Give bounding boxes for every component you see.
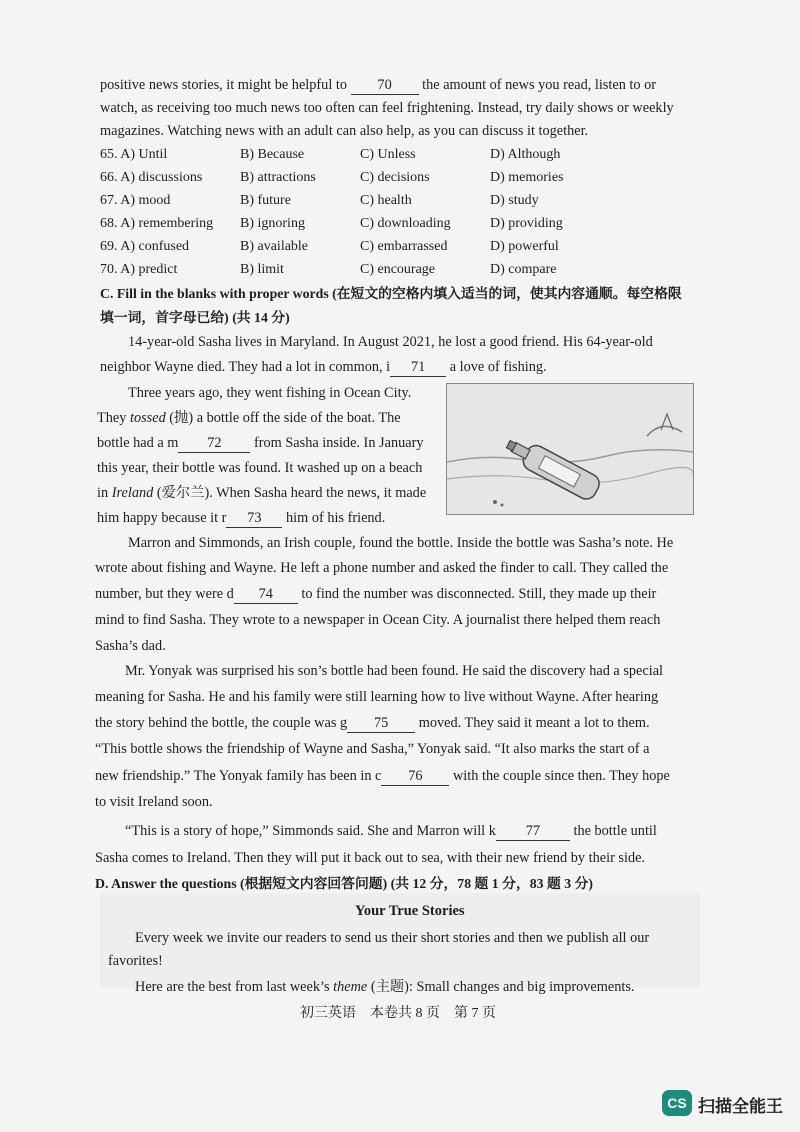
story-line: favorites! — [108, 953, 163, 969]
story-title: Your True Stories — [355, 903, 465, 919]
italic-word: tossed — [129, 410, 166, 426]
option-68-b: B) ignoring — [240, 216, 305, 231]
text: positive news stories, it might be helpful to — [100, 77, 347, 93]
section-c-title: C. Fill in the blanks with proper words (在短文的空格内填入适当的词，使其内容通顺。每空格限 — [100, 286, 682, 301]
option-70-d: D) compare — [490, 262, 557, 277]
text: bottle had a m — [97, 435, 179, 451]
story-line — [135, 978, 634, 996]
text: him happy because it r — [97, 510, 227, 526]
text: Here are the best from last week’s — [135, 979, 330, 995]
option-67-d: D) study — [490, 193, 539, 208]
passage-line: mind to find Sasha. They wrote to a newspaper in Ocean City. A journalist there helped them reach — [95, 612, 661, 628]
bottle-illustration — [446, 383, 694, 515]
option-68-a: 68. A) remembering — [100, 216, 214, 231]
section-d-title: D. Answer the questions (根据短文内容回答问题) (共 12 分，78 题 1 分，83 题 3 分) — [95, 876, 593, 891]
text: in — [97, 485, 109, 501]
passage-line — [95, 585, 656, 604]
blank-76: 76 — [381, 767, 449, 786]
story-line: Every week we invite our readers to send us their short stories and then we publish all our — [135, 930, 650, 946]
option-65-d: D) Although — [490, 147, 561, 162]
passage-line — [95, 767, 670, 786]
passage-line: “This bottle shows the friendship of Wayne and Sasha,” Yonyak said. “It also marks the start of a — [95, 741, 650, 757]
section-c-title-cont: 填一词，首字母已给) (共 14 分) — [100, 310, 290, 325]
text: the story behind the bottle, the couple was g — [95, 715, 348, 731]
option-70-a: 70. A) predict — [100, 262, 178, 277]
text: a love of fishing. — [449, 359, 547, 375]
passage-line — [100, 358, 547, 377]
passage-line: meaning for Sasha. He and his family were still learning how to live without Wayne. After hearing — [95, 689, 659, 705]
option-66-c: C) decisions — [360, 170, 430, 185]
text: neighbor Wayne died. They had a lot in common, i — [100, 359, 391, 375]
text: from Sasha inside. In January — [253, 435, 424, 451]
passage-line: Three years ago, they went fishing in Ocean City. — [128, 385, 412, 401]
paragraph-line — [100, 76, 656, 95]
passage-line: to visit Ireland soon. — [95, 794, 213, 810]
option-66-b: B) attractions — [240, 170, 316, 185]
text: “This is a story of hope,” Simmonds said. She and Marron will k — [125, 823, 496, 839]
passage-line: Sasha comes to Ireland. Then they will put it back out to sea, with their new friend by their side. — [95, 850, 646, 866]
text: They — [97, 410, 127, 426]
page-footer: 初三英语 本卷共 8 页 第 7 页 — [300, 1006, 496, 1021]
option-65-c: C) Unless — [360, 147, 416, 162]
passage-line: Marron and Simmonds, an Irish couple, found the bottle. Inside the bottle was Sasha’s note. He — [128, 535, 674, 551]
passage-line — [95, 714, 650, 733]
option-69-a: 69. A) confused — [100, 239, 190, 254]
passage-line — [125, 822, 657, 841]
option-70-c: C) encourage — [360, 262, 436, 277]
camscanner-logo-icon: CS — [662, 1090, 692, 1116]
blank-74: 74 — [234, 585, 298, 604]
option-69-b: B) available — [240, 239, 309, 254]
option-68-d: D) providing — [490, 216, 563, 231]
passage-line: Sasha’s dad. — [95, 638, 166, 654]
option-68-c: C) downloading — [360, 216, 451, 231]
blank-75: 75 — [347, 714, 415, 733]
passage-line: Mr. Yonyak was surprised his son’s bottle had been found. He said the discovery had a special — [125, 663, 664, 679]
bottle-on-beach-icon — [447, 384, 693, 514]
option-66-a: 66. A) discussions — [100, 170, 203, 185]
blank-71: 71 — [390, 358, 446, 377]
passage-line: 14-year-old Sasha lives in Maryland. In August 2021, he lost a good friend. His 64-year-old — [128, 334, 653, 350]
option-67-a: 67. A) mood — [100, 193, 171, 208]
option-65-a: 65. A) Until — [100, 147, 168, 162]
option-66-d: D) memories — [490, 170, 564, 185]
passage-line — [97, 484, 426, 502]
text: (抛) a bottle off the side of the boat. The — [169, 410, 401, 426]
passage-line — [97, 409, 401, 427]
paragraph-line: watch, as receiving too much news too often can feel frightening. Instead, try daily shows or weekly — [100, 100, 674, 116]
option-65-b: B) Because — [240, 147, 305, 162]
option-70-b: B) limit — [240, 262, 284, 277]
passage-line — [97, 509, 385, 528]
text: with the couple since then. They hope — [452, 768, 670, 784]
text: to find the number was disconnected. Still, they made up their — [301, 586, 657, 602]
option-69-d: D) powerful — [490, 239, 559, 254]
paragraph-line: magazines. Watching news with an adult can also help, as you can discuss it together. — [100, 123, 589, 139]
option-67-b: B) future — [240, 193, 291, 208]
text: him of his friend. — [286, 510, 386, 526]
text: moved. They said it meant a lot to them. — [418, 715, 650, 731]
option-67-c: C) health — [360, 193, 412, 208]
blank-77: 77 — [496, 822, 570, 841]
text: number, but they were d — [95, 586, 234, 602]
blank-72: 72 — [178, 434, 250, 453]
text: (主题): Small changes and big improvements. — [370, 979, 635, 995]
passage-line — [97, 434, 424, 453]
blank-73: 73 — [226, 509, 282, 528]
text: new friendship.” The Yonyak family has been in c — [95, 768, 382, 784]
camscanner-watermark: 扫描全能王 — [698, 1097, 783, 1117]
passage-line: this year, their bottle was found. It washed up on a beach — [97, 460, 423, 476]
text: the amount of news you read, listen to or — [422, 77, 657, 93]
blank-70: 70 — [351, 76, 419, 95]
text: (爱尔兰). When Sasha heard the news, it made — [156, 485, 427, 501]
text: the bottle until — [573, 823, 657, 839]
option-69-c: C) embarrassed — [360, 239, 448, 254]
italic-word: theme — [333, 979, 368, 995]
passage-line: wrote about fishing and Wayne. He left a phone number and asked the finder to call. They called the — [95, 560, 669, 576]
italic-word: Ireland — [111, 485, 154, 501]
